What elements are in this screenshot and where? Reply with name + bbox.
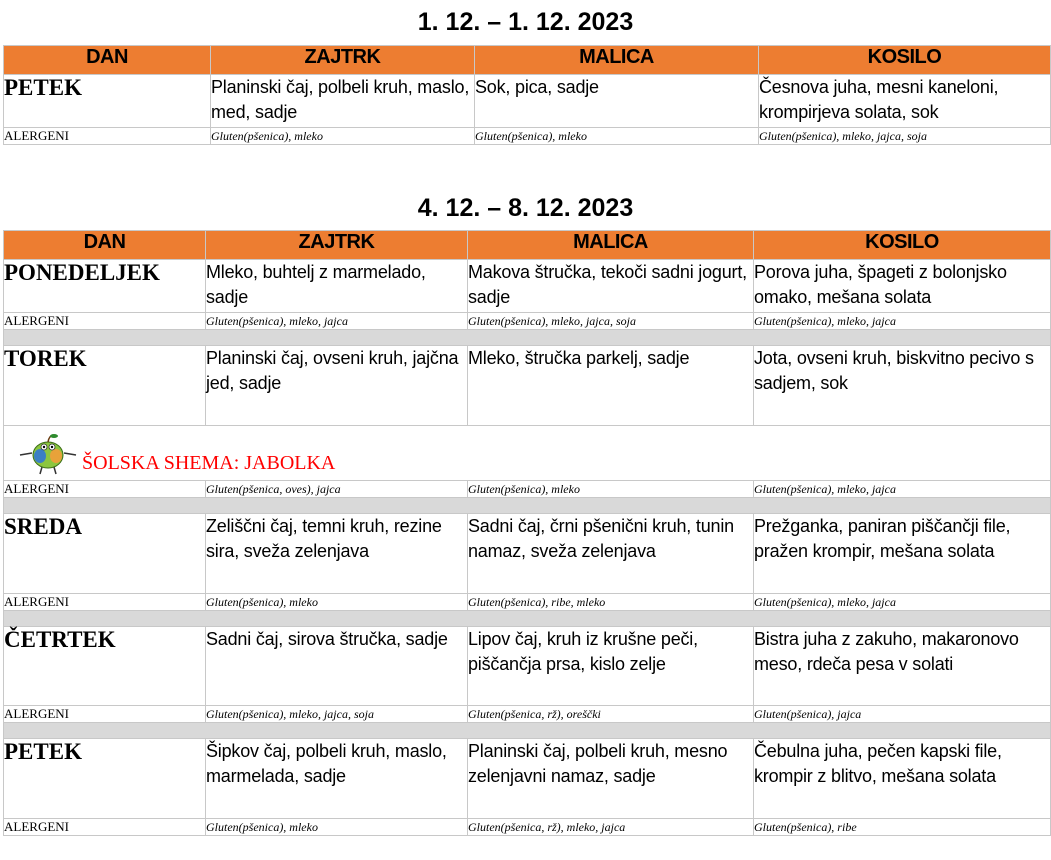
week2-menu-table [3,230,1051,836]
allergens-kosilo: Gluten(pšenica), mleko, jajca [754,481,1051,498]
allergens-malica: Gluten(pšenica, rž), mleko, jajca [468,819,754,836]
allergens-malica: Gluten(pšenica), mleko [475,128,759,145]
allergens-zajtrk: Gluten(pšenica, oves), jajca [206,481,468,498]
zajtrk-cell: Šipkov čaj, polbeli kruh, maslo, marmelada, sadje [206,739,468,819]
day-name: ČETRTEK [4,627,206,706]
apple-mascot-icon [18,431,78,475]
allergens-kosilo: Gluten(pšenica), ribe [754,819,1051,836]
header-kosilo: KOSILO [754,231,1051,260]
kosilo-cell: Porova juha, špageti z bolonjsko omako, mešana solata [754,260,1051,313]
allergens-zajtrk: Gluten(pšenica), mleko [206,819,468,836]
day-name: SREDA [4,514,206,594]
malica-cell: Sok, pica, sadje [475,75,759,128]
allergens-zajtrk: Gluten(pšenica), mleko [211,128,475,145]
table-row [4,739,1051,819]
allergens-label: ALERGENI [4,128,211,145]
allergens-row [4,594,1051,611]
day-name: PONEDELJEK [4,260,206,313]
school-scheme-row [4,426,1051,481]
day-name: TOREK [4,346,206,426]
kosilo-cell: Jota, ovseni kruh, biskvitno pecivo s sadjem, sok [754,346,1051,426]
zajtrk-cell: Sadni čaj, sirova štručka, sadje [206,627,468,706]
malica-cell: Sadni čaj, črni pšenični kruh, tunin namaz, sveža zelenjava [468,514,754,594]
allergens-zajtrk: Gluten(pšenica), mleko, jajca, soja [206,706,468,723]
allergens-row [4,481,1051,498]
school-scheme-cell [4,426,1051,481]
week2-title: 4. 12. – 8. 12. 2023 [417,194,634,222]
allergens-label: ALERGENI [4,481,206,498]
malica-cell: Lipov čaj, kruh iz krušne peči, piščančja prsa, kislo zelje [468,627,754,706]
week1-title: 1. 12. – 1. 12. 2023 [417,8,634,36]
allergens-kosilo: Gluten(pšenica), mleko, jajca [754,313,1051,330]
malica-cell: Planinski čaj, polbeli kruh, mesno zelenjavni namaz, sadje [468,739,754,819]
school-scheme-text: ŠOLSKA SHEMA: JABOLKA [82,452,336,475]
allergens-zajtrk: Gluten(pšenica), mleko [206,594,468,611]
allergens-label: ALERGENI [4,819,206,836]
allergens-malica: Gluten(pšenica), mleko [468,481,754,498]
table-row [4,75,1051,128]
allergens-row [4,128,1051,145]
row-separator [4,611,1051,627]
zajtrk-cell: Zeliščni čaj, temni kruh, rezine sira, sveža zelenjava [206,514,468,594]
day-name: PETEK [4,75,211,128]
zajtrk-cell: Planinski čaj, ovseni kruh, jajčna jed, sadje [206,346,468,426]
header-dan: DAN [4,231,206,260]
allergens-zajtrk: Gluten(pšenica), mleko, jajca [206,313,468,330]
allergens-label: ALERGENI [4,594,206,611]
malica-cell: Mleko, štručka parkelj, sadje [468,346,754,426]
row-separator [4,498,1051,514]
table-header-row [4,231,1051,260]
table-header-row [4,46,1051,75]
week1-menu-table [3,45,1051,145]
allergens-label: ALERGENI [4,313,206,330]
table-row [4,260,1051,313]
header-malica: MALICA [475,46,759,75]
allergens-kosilo: Gluten(pšenica), mleko, jajca [754,594,1051,611]
malica-cell: Makova štručka, tekoči sadni jogurt, sadje [468,260,754,313]
allergens-malica: Gluten(pšenica), mleko, jajca, soja [468,313,754,330]
kosilo-cell: Bistra juha z zakuho, makaronovo meso, rdeča pesa v solati [754,627,1051,706]
day-name: PETEK [4,739,206,819]
allergens-malica: Gluten(pšenica), ribe, mleko [468,594,754,611]
allergens-label: ALERGENI [4,706,206,723]
row-separator [4,723,1051,739]
allergens-row [4,819,1051,836]
zajtrk-cell: Planinski čaj, polbeli kruh, maslo, med, sadje [211,75,475,128]
table-row [4,346,1051,426]
kosilo-cell: Čebulna juha, pečen kapski file, krompir z blitvo, mešana solata [754,739,1051,819]
zajtrk-cell: Mleko, buhtelj z marmelado, sadje [206,260,468,313]
header-zajtrk: ZAJTRK [206,231,468,260]
header-kosilo: KOSILO [759,46,1051,75]
kosilo-cell: Prežganka, paniran piščančji file, pražen krompir, mešana solata [754,514,1051,594]
row-separator [4,330,1051,346]
allergens-malica: Gluten(pšenica, rž), oreščki [468,706,754,723]
table-row [4,514,1051,594]
allergens-row [4,706,1051,723]
allergens-kosilo: Gluten(pšenica), mleko, jajca, soja [759,128,1051,145]
header-zajtrk: ZAJTRK [211,46,475,75]
table-row [4,627,1051,706]
header-dan: DAN [4,46,211,75]
allergens-row [4,313,1051,330]
header-malica: MALICA [468,231,754,260]
kosilo-cell: Česnova juha, mesni kaneloni, krompirjeva solata, sok [759,75,1051,128]
allergens-kosilo: Gluten(pšenica), jajca [754,706,1051,723]
